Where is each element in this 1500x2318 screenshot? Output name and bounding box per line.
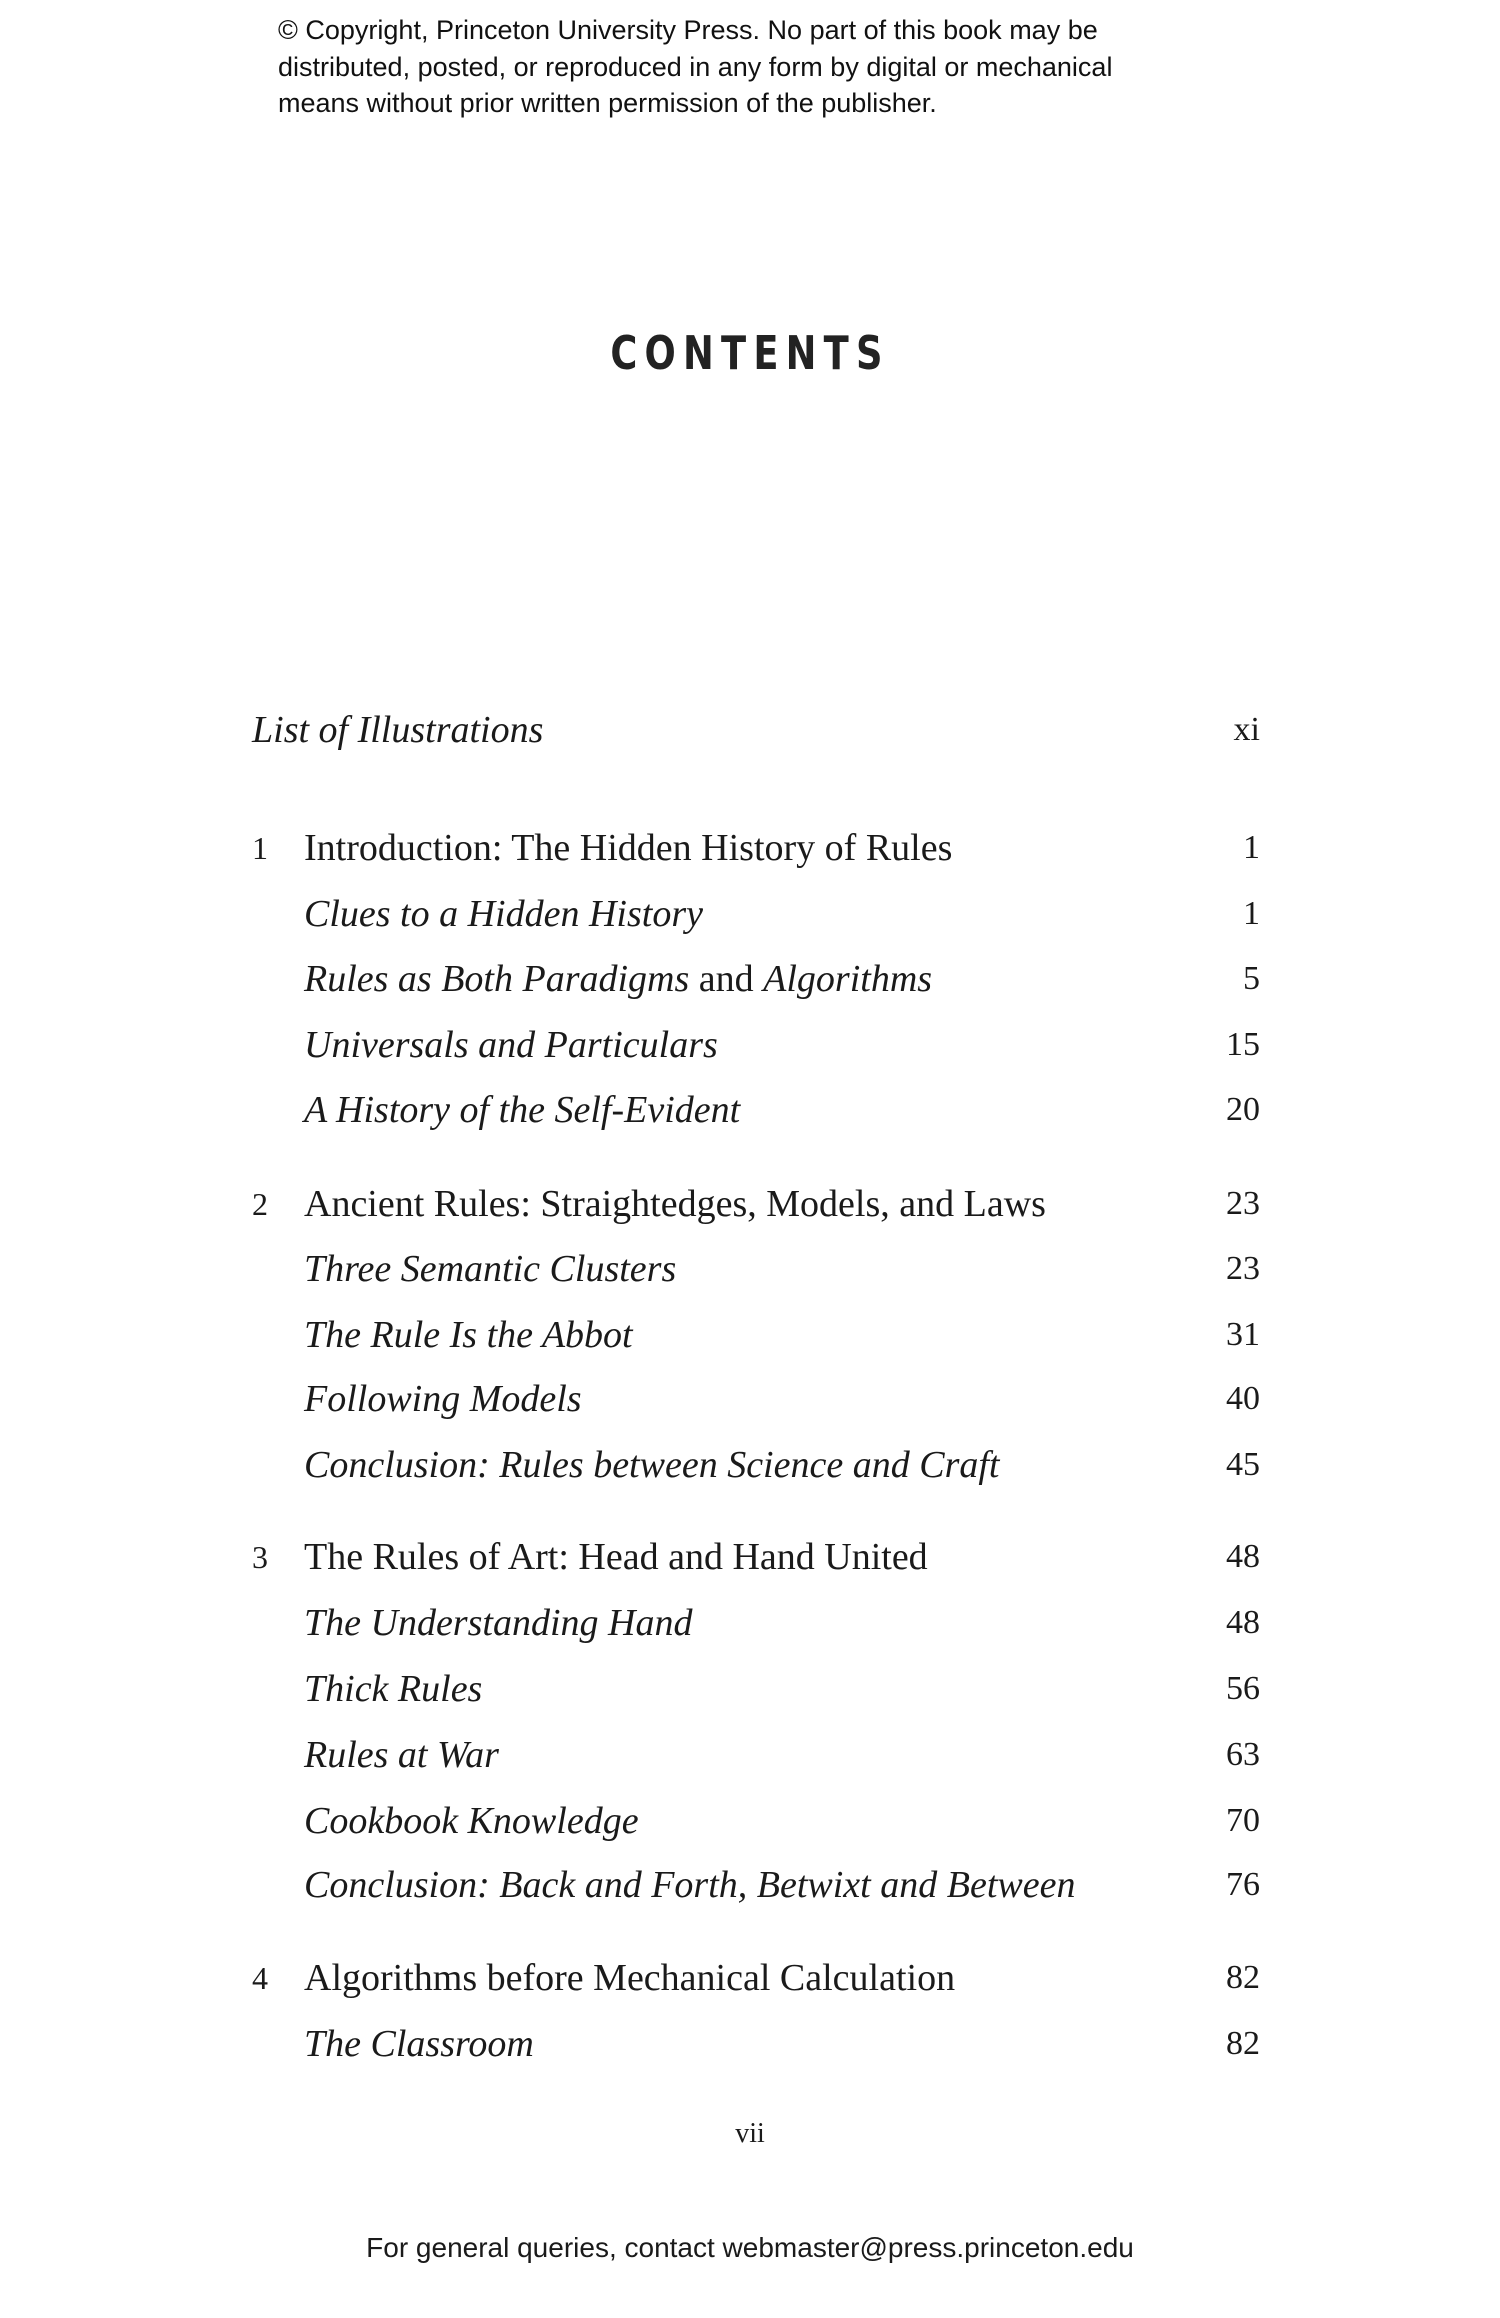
entry-page: 70 xyxy=(1226,1802,1260,1839)
entry-page: 1 xyxy=(1243,829,1260,866)
entry-title xyxy=(304,1179,1046,1229)
entry-title xyxy=(304,1310,633,1360)
title-segment: Conclusion: Back and Forth, Betwixt and Between xyxy=(304,1864,1076,1906)
chapter-number: 4 xyxy=(252,1960,268,1996)
entry-page: 20 xyxy=(1226,1091,1260,1128)
entry-page: 82 xyxy=(1226,2025,1260,2062)
footer-contact: For general queries, contact webmaster@press.princeton.edu xyxy=(366,2232,1134,2263)
copyright-notice xyxy=(278,12,1238,122)
title-segment: Thick Rules xyxy=(304,1668,483,1710)
section-entry[interactable] xyxy=(0,1664,1500,1714)
section-entry[interactable] xyxy=(0,1598,1500,1648)
title-segment: Universals and Particulars xyxy=(304,1024,718,1066)
notice-line: © Copyright, Princeton University Press. No part of this book may be xyxy=(278,15,1098,45)
title-segment: List of Illustrations xyxy=(252,709,544,751)
section-entry[interactable] xyxy=(0,1085,1500,1135)
title-segment: Algorithms xyxy=(763,958,933,1000)
entry-title xyxy=(304,1664,482,1714)
entry-page: 45 xyxy=(1226,1446,1260,1483)
page-number: vii xyxy=(735,2118,765,2149)
title-segment: The Rule Is the Abbot xyxy=(304,1314,633,1356)
entry-title xyxy=(304,1532,928,1582)
title-segment: Ancient Rules: Straightedges, Models, and Laws xyxy=(304,1183,1046,1225)
entry-page: 5 xyxy=(1243,960,1260,997)
section-entry[interactable] xyxy=(0,1730,1500,1780)
chapter-entry[interactable] xyxy=(0,1532,1500,1582)
section-entry[interactable] xyxy=(0,1244,1500,1294)
entry-title xyxy=(304,1953,955,2003)
chapter-entry[interactable] xyxy=(0,1179,1500,1229)
section-entry[interactable] xyxy=(0,1860,1500,1910)
section-entry[interactable] xyxy=(0,954,1500,1004)
title-segment: and xyxy=(698,958,764,1000)
chapter-entry[interactable] xyxy=(0,1953,1500,2003)
entry-title xyxy=(304,823,952,873)
entry-page: xi xyxy=(1233,711,1260,748)
section-entry[interactable] xyxy=(0,705,1500,755)
section-entry[interactable] xyxy=(0,1020,1500,1070)
entry-title xyxy=(304,1796,639,1846)
title-segment: Rules at War xyxy=(304,1734,499,1776)
section-entry[interactable] xyxy=(0,889,1500,939)
entry-page: 23 xyxy=(1226,1185,1260,1222)
entry-page: 31 xyxy=(1226,1316,1260,1353)
entry-title xyxy=(304,1085,740,1135)
entry-title xyxy=(304,889,703,939)
chapter-number: 3 xyxy=(252,1539,268,1575)
section-entry[interactable] xyxy=(0,1796,1500,1846)
title-segment: Conclusion: Rules between Science and Craft xyxy=(304,1444,1000,1486)
title-segment: Introduction: The Hidden History of Rules xyxy=(304,827,953,869)
title-segment: Three Semantic Clusters xyxy=(304,1248,677,1290)
entry-title xyxy=(252,705,543,755)
chapter-number: 2 xyxy=(252,1186,268,1222)
entry-title xyxy=(304,1860,1075,1910)
entry-page: 15 xyxy=(1226,1026,1260,1063)
entry-page: 1 xyxy=(1243,895,1260,932)
entry-title xyxy=(304,1440,999,1490)
title-segment: Rules as Both Paradigms xyxy=(304,958,699,1000)
entry-title xyxy=(304,2019,534,2069)
entry-title xyxy=(304,954,932,1004)
notice-line: means without prior written permission of the publisher. xyxy=(278,88,937,118)
entry-title xyxy=(304,1374,582,1424)
entry-page: 82 xyxy=(1226,1959,1260,1996)
section-entry[interactable] xyxy=(0,2019,1500,2069)
title-segment: Algorithms before Mechanical Calculation xyxy=(304,1957,956,1999)
entry-title xyxy=(304,1598,692,1648)
entry-page: 48 xyxy=(1226,1538,1260,1575)
entry-title xyxy=(304,1244,676,1294)
entry-title xyxy=(304,1020,718,1070)
chapter-entry[interactable] xyxy=(0,823,1500,873)
chapter-number: 1 xyxy=(252,830,268,866)
entry-title xyxy=(304,1730,499,1780)
title-segment: The Classroom xyxy=(304,2023,534,2065)
notice-line: distributed, posted, or reproduced in any form by digital or mechanical xyxy=(278,51,1113,82)
entry-page: 76 xyxy=(1226,1866,1260,1903)
title-segment: The Rules of Art: Head and Hand United xyxy=(304,1536,928,1578)
entry-page: 56 xyxy=(1226,1670,1260,1707)
title-segment: Cookbook Knowledge xyxy=(304,1800,639,1842)
title-segment: Clues to a Hidden History xyxy=(304,893,703,935)
title-segment: Following Models xyxy=(304,1378,582,1420)
entry-page: 23 xyxy=(1226,1250,1260,1287)
page-title: CONTENTS xyxy=(610,326,890,380)
entry-page: 40 xyxy=(1226,1380,1260,1417)
section-entry[interactable] xyxy=(0,1440,1500,1490)
title-segment: The Understanding Hand xyxy=(304,1602,693,1644)
title-segment: A History of the Self-Evident xyxy=(304,1089,741,1131)
entry-page: 63 xyxy=(1226,1736,1260,1773)
section-entry[interactable] xyxy=(0,1310,1500,1360)
entry-page: 48 xyxy=(1226,1604,1260,1641)
section-entry[interactable] xyxy=(0,1374,1500,1424)
